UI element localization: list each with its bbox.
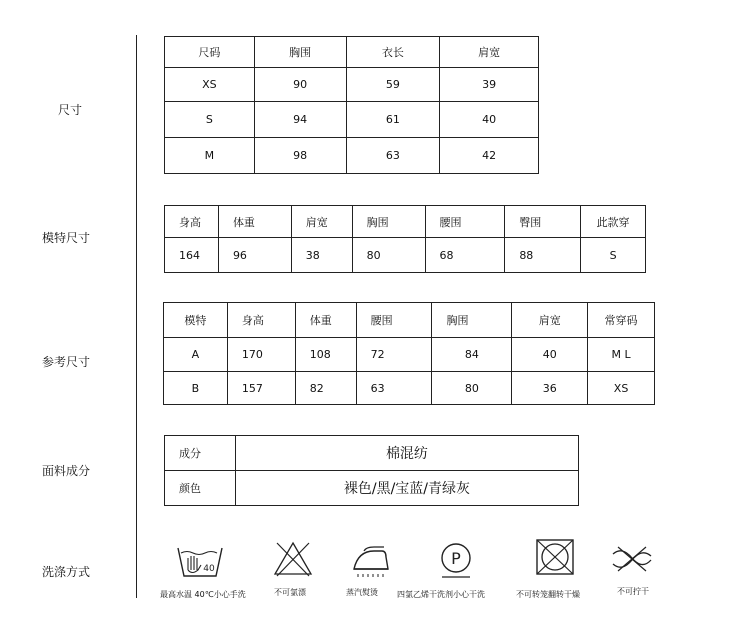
- section-label-washing: 洗涤方式: [42, 565, 91, 579]
- table-row: [165, 238, 646, 273]
- table-cell: 63: [346, 138, 440, 174]
- table-cell: 108: [295, 338, 356, 372]
- no-wring-icon: [610, 544, 654, 574]
- table-row: [165, 68, 539, 102]
- table-cell: S: [581, 238, 646, 273]
- table-cell: 80: [432, 372, 512, 405]
- care-label-bleach: 不可氯漂: [274, 588, 306, 597]
- composition-value: 棉混纺: [235, 436, 578, 471]
- table-cell: 90: [254, 68, 346, 102]
- size-header: 胸围: [254, 37, 346, 68]
- model-header: 腰围: [425, 206, 505, 238]
- care-label-iron: 蒸汽熨烫: [346, 588, 378, 597]
- reference-header: 肩宽: [512, 303, 588, 338]
- table-cell: 40: [512, 338, 588, 372]
- table-cell: XS: [588, 372, 655, 405]
- reference-header: 体重: [295, 303, 356, 338]
- care-label-wring: 不可拧干: [617, 587, 649, 596]
- reference-header: 常穿码: [588, 303, 655, 338]
- size-header: 肩宽: [440, 37, 539, 68]
- composition-label: 成分: [165, 436, 236, 471]
- steam-iron-icon: [350, 545, 392, 581]
- care-label-tumble: 不可转笼翻转干燥: [516, 590, 580, 599]
- svg-text:40: 40: [203, 564, 215, 574]
- model-header: 身高: [165, 206, 219, 238]
- table-cell: 164: [165, 238, 219, 273]
- table-cell: 94: [254, 102, 346, 138]
- table-cell: M L: [588, 338, 655, 372]
- table-row: [165, 138, 539, 174]
- table-cell: 63: [356, 372, 432, 405]
- table-row: [165, 436, 579, 471]
- table-cell: S: [165, 102, 255, 138]
- divider-line: [136, 35, 137, 598]
- size-table: [164, 36, 539, 174]
- care-label-wash: 最高水温 40℃小心手洗: [160, 590, 246, 599]
- table-cell: 36: [512, 372, 588, 405]
- model-header: 臀围: [505, 206, 581, 238]
- table-cell: B: [164, 372, 228, 405]
- reference-size-table: [163, 302, 655, 405]
- table-row: [164, 338, 655, 372]
- fabric-table: [164, 435, 579, 506]
- table-cell: 42: [440, 138, 539, 174]
- table-cell: 98: [254, 138, 346, 174]
- section-label-model-size: 模特尺寸: [42, 231, 91, 245]
- care-label-dryclean: 四氯乙烯干洗剂小心干洗: [397, 590, 485, 599]
- table-cell: 61: [346, 102, 440, 138]
- reference-header: 模特: [164, 303, 228, 338]
- table-cell: 38: [291, 238, 352, 273]
- table-cell: XS: [165, 68, 255, 102]
- reference-header: 身高: [227, 303, 295, 338]
- hand-wash-40-icon: [176, 540, 224, 580]
- table-row: [164, 372, 655, 405]
- table-row: [165, 102, 539, 138]
- model-header: 此款穿: [581, 206, 646, 238]
- size-header: 尺码: [165, 37, 255, 68]
- section-label-reference-size: 参考尺寸: [42, 355, 91, 369]
- table-cell: A: [164, 338, 228, 372]
- section-label-size: 尺寸: [58, 103, 83, 117]
- table-cell: 80: [352, 238, 425, 273]
- color-value: 裸色/黑/宝蓝/青绿灰: [235, 471, 578, 506]
- section-label-fabric: 面料成分: [42, 464, 91, 478]
- table-cell: 157: [227, 372, 295, 405]
- svg-text:P: P: [451, 549, 461, 568]
- table-row: [165, 471, 579, 506]
- no-tumble-dry-icon: [534, 537, 576, 577]
- table-cell: 39: [440, 68, 539, 102]
- reference-header: 胸围: [432, 303, 512, 338]
- dry-clean-p-icon: [437, 540, 477, 580]
- color-label: 颜色: [165, 471, 236, 506]
- table-cell: M: [165, 138, 255, 174]
- no-bleach-icon: [272, 540, 314, 578]
- table-cell: 88: [505, 238, 581, 273]
- table-cell: 84: [432, 338, 512, 372]
- model-header: 体重: [218, 206, 291, 238]
- table-cell: 170: [227, 338, 295, 372]
- table-cell: 40: [440, 102, 539, 138]
- table-cell: 68: [425, 238, 505, 273]
- table-cell: 82: [295, 372, 356, 405]
- model-header: 胸围: [352, 206, 425, 238]
- model-size-table: [164, 205, 646, 273]
- reference-header: 腰围: [356, 303, 432, 338]
- model-header: 肩宽: [291, 206, 352, 238]
- table-cell: 96: [218, 238, 291, 273]
- size-header: 衣长: [346, 37, 440, 68]
- table-cell: 72: [356, 338, 432, 372]
- table-cell: 59: [346, 68, 440, 102]
